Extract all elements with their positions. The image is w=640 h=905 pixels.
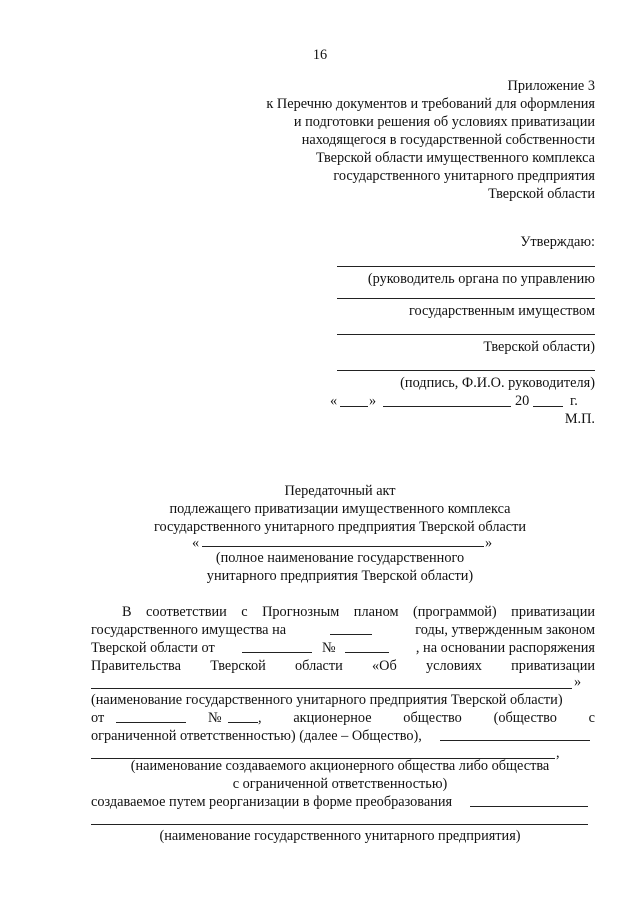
body-text: Тверской области от — [91, 640, 215, 656]
appendix-title: Приложение 3 — [507, 78, 595, 94]
name-quote-open: « — [192, 535, 200, 551]
body-text: » — [574, 674, 582, 690]
order-date-blank — [116, 722, 186, 723]
body-text: , акционерное общество (общество с — [258, 710, 595, 726]
body-text: создаваемое путем реорганизации в форме преобразования — [91, 794, 453, 810]
appendix-line: государственного унитарного предприятия — [333, 168, 595, 184]
caption: (наименование создаваемого акционерного общества либо общества — [130, 758, 550, 774]
body-text: ограниченной ответственностью) (далее – Общество), — [91, 728, 422, 744]
approval-line: Тверской области) — [483, 339, 595, 355]
order-number-blank — [228, 722, 258, 723]
stamp-label: М.П. — [564, 411, 595, 427]
act-subtitle: подлежащего приватизации имущественного комплекса — [169, 501, 511, 517]
body-line: В соответствии с Прогнозным планом (программой) приватизации — [122, 604, 595, 620]
caption: с ограниченной ответственностью) — [232, 776, 448, 792]
date-quote-open: « — [330, 393, 338, 409]
number-sign: № — [322, 640, 336, 656]
appendix-line: Тверской области имущественного комплекса — [315, 150, 595, 166]
body-line: Правительства Тверской области «Об условиях приватизации — [91, 658, 595, 674]
number-sign: № — [208, 710, 222, 726]
page-number: 16 — [312, 47, 328, 63]
date-year-suffix: г. — [570, 393, 578, 409]
caption: (наименование государственного унитарного предприятия Тверской области) — [91, 692, 563, 708]
caption: (наименование государственного унитарного предприятия) — [159, 828, 521, 844]
act-title: Передаточный акт — [284, 483, 396, 499]
date-year-blank — [533, 406, 563, 407]
body-text: , на основании распоряжения — [415, 640, 595, 656]
approval-heading: Утверждаю: — [520, 234, 595, 250]
approval-line: государственным имуществом — [408, 303, 595, 319]
body-text: государственного имущества на — [91, 622, 287, 638]
act-subtitle: государственного унитарного предприятия Тверской области — [153, 519, 527, 535]
name-caption: (полное наименование государственного — [215, 550, 465, 566]
date-year-prefix: 20 — [515, 393, 530, 409]
date-month-blank — [383, 406, 511, 407]
body-text: , — [556, 745, 560, 761]
law-number-blank — [345, 652, 389, 653]
body-text: от — [91, 710, 105, 726]
years-blank — [330, 634, 372, 635]
name-caption: унитарного предприятия Тверской области) — [206, 568, 474, 584]
body-text: годы, утвержденным законом — [415, 622, 595, 638]
signature-line — [337, 298, 595, 299]
reorganization-blank — [470, 806, 588, 807]
signature-line — [337, 334, 595, 335]
order-name-blank — [91, 688, 572, 689]
name-quote-close: » — [485, 535, 493, 551]
signature-line — [337, 370, 595, 371]
approval-line: (руководитель органа по управлению — [367, 271, 595, 287]
appendix-line: и подготовки решения об условиях приватизации — [293, 114, 595, 130]
appendix-line: находящегося в государственной собственности — [301, 132, 595, 148]
gup-name-blank — [91, 824, 588, 825]
appendix-line: к Перечню документов и требований для оформления — [266, 96, 595, 112]
signature-line — [337, 266, 595, 267]
enterprise-name-blank — [202, 546, 484, 547]
approval-line: (подпись, Ф.И.О. руководителя) — [400, 375, 595, 391]
appendix-line: Тверской области — [488, 186, 595, 202]
law-date-blank — [242, 652, 312, 653]
date-quote-close: » — [369, 393, 377, 409]
date-day-blank — [340, 406, 368, 407]
company-blank — [440, 740, 590, 741]
